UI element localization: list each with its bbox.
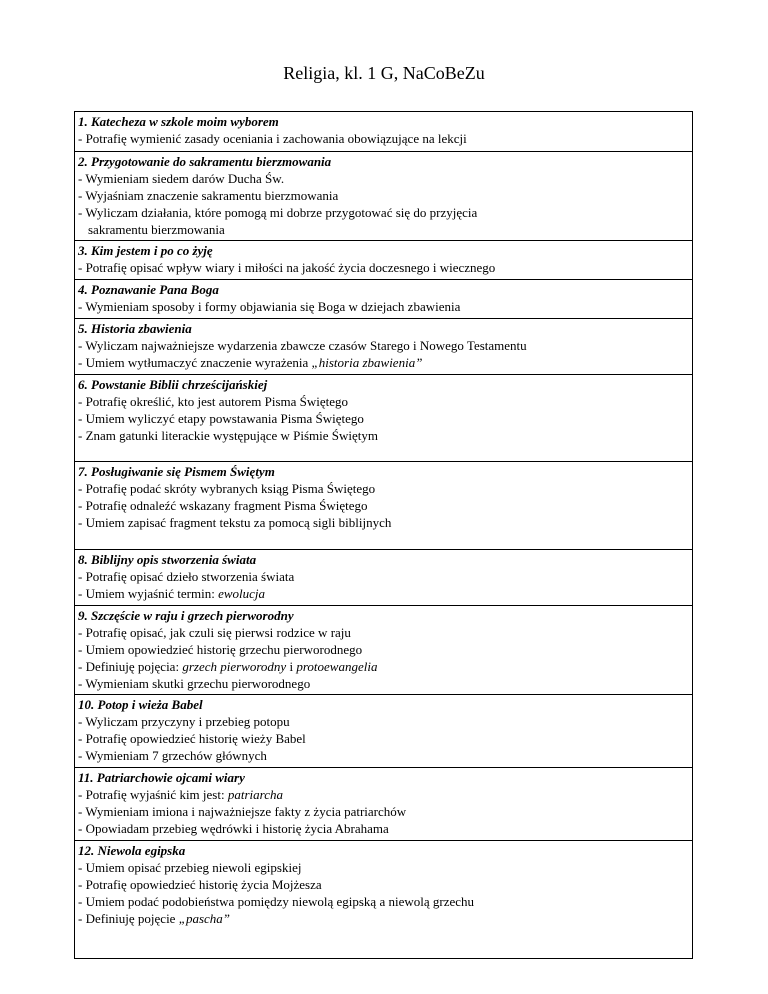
section-row: [75, 280, 693, 319]
section-cell: [75, 112, 693, 152]
emphasized-term: protoewangelia: [296, 659, 378, 674]
section-row: [75, 241, 693, 280]
section-row: [75, 768, 693, 841]
section-line: [78, 820, 689, 837]
section-title: 6. Powstanie Biblii chrześcijańskiej: [78, 377, 268, 392]
section-line: [78, 585, 689, 602]
line-text: - Potrafię opowiedzieć historię wieży Babel: [78, 731, 306, 746]
section-line: [78, 910, 689, 927]
section-line: [78, 187, 689, 204]
section-row: [75, 606, 693, 695]
line-text: - Wymieniam skutki grzechu pierworodnego: [78, 676, 311, 691]
section-line: [78, 658, 689, 675]
section-line: [78, 298, 689, 315]
section-title: 10. Potop i wieża Babel: [78, 697, 203, 712]
line-text: - Wymieniam imiona i najważniejsze fakty z życia patriarchów: [78, 804, 407, 819]
section-title: 9. Szczęście w raju i grzech pierworodny: [78, 608, 294, 623]
line-text: - Potrafię podać skróty wybranych ksiąg Pisma Świętego: [78, 481, 376, 496]
section-line: [78, 427, 689, 444]
section-title: 8. Biblijny opis stworzenia świata: [78, 552, 257, 567]
section-cell: [75, 280, 693, 319]
section-line: [78, 480, 689, 497]
emphasized-term: „historia zbawienia”: [311, 355, 423, 370]
section-title: 12. Niewola egipska: [78, 843, 186, 858]
section-row: [75, 550, 693, 606]
line-text: - Wymieniam sposoby i formy objawiania się Boga w dziejach zbawienia: [78, 299, 461, 314]
section-line: [78, 786, 689, 803]
section-line: [78, 259, 689, 276]
section-line: [78, 497, 689, 514]
line-text: - Umiem wytłumaczyć znaczenie wyrażenia: [78, 355, 312, 370]
section-line: [78, 514, 689, 531]
section-title: 2. Przygotowanie do sakramentu bierzmowania: [78, 154, 332, 169]
line-text: - Wyliczam działania, które pomogą mi dobrze przygotować się do przyjęcia: [78, 205, 478, 220]
line-text: - Potrafię odnaleźć wskazany fragment Pisma Świętego: [78, 498, 368, 513]
section-line: [78, 876, 689, 893]
section-title: 7. Posługiwanie się Pismem Świętym: [78, 464, 275, 479]
line-text: - Umiem podać podobieństwa pomiędzy niewolą egipską a niewolą grzechu: [78, 894, 475, 909]
section-row: [75, 375, 693, 462]
section-title: 3. Kim jestem i po co żyję: [78, 243, 213, 258]
line-text: - Wymieniam siedem darów Ducha Św.: [78, 171, 285, 186]
emphasized-term: patriarcha: [227, 787, 283, 802]
line-text: - Potrafię określić, kto jest autorem Pisma Świętego: [78, 394, 349, 409]
section-cell: [75, 462, 693, 550]
line-text: - Wyliczam najważniejsze wydarzenia zbawcze czasów Starego i Nowego Testamentu: [78, 338, 527, 353]
emphasized-term: grzech pierworodny: [182, 659, 287, 674]
section-row: [75, 695, 693, 768]
line-text: - Potrafię opowiedzieć historię życia Mojżesza: [78, 877, 322, 892]
section-line: [78, 170, 689, 187]
section-line: [78, 221, 689, 238]
section-row: [75, 112, 693, 152]
line-text: - Potrafię wyjaśnić kim jest:: [78, 787, 228, 802]
emphasized-term: ewolucja: [218, 586, 266, 601]
line-text: - Wymieniam 7 grzechów głównych: [78, 748, 267, 763]
emphasized-term: „pascha”: [178, 911, 231, 926]
section-cell: [75, 768, 693, 841]
section-line: [78, 713, 689, 730]
section-title: 1. Katecheza w szkole moim wyborem: [78, 114, 279, 129]
section-line: [78, 337, 689, 354]
line-text: - Umiem opisać przebieg niewoli egipskiej: [78, 860, 302, 875]
section-line: [78, 730, 689, 747]
line-text: i: [286, 659, 297, 674]
line-text: - Definiuję pojęcia:: [78, 659, 183, 674]
section-row: [75, 152, 693, 241]
section-cell: [75, 606, 693, 695]
line-text: sakramentu bierzmowania: [88, 222, 225, 237]
section-title: 5. Historia zbawienia: [78, 321, 192, 336]
line-text: - Umiem zapisać fragment tekstu za pomocą sigli biblijnych: [78, 515, 392, 530]
line-text: - Umiem opowiedzieć historię grzechu pierworodnego: [78, 642, 363, 657]
section-line: [78, 568, 689, 585]
section-line: [78, 624, 689, 641]
line-text: - Potrafię opisać dzieło stworzenia świata: [78, 569, 295, 584]
section-line: [78, 893, 689, 910]
line-text: - Wyjaśniam znaczenie sakramentu bierzmowania: [78, 188, 339, 203]
section-line: [78, 675, 689, 692]
section-line: [78, 803, 689, 820]
page-title: Religia, kl. 1 G, NaCoBeZu: [283, 63, 485, 83]
section-cell: [75, 695, 693, 768]
section-cell: [75, 152, 693, 241]
section-row: [75, 319, 693, 375]
section-title: 4. Poznawanie Pana Boga: [78, 282, 219, 297]
section-cell: [75, 550, 693, 606]
section-line: [78, 354, 689, 371]
line-text: - Znam gatunki literackie występujące w Piśmie Świętym: [78, 428, 379, 443]
section-line: [78, 410, 689, 427]
section-cell: [75, 241, 693, 280]
line-text: - Opowiadam przebieg wędrówki i historię życia Abrahama: [78, 821, 389, 836]
section-cell: [75, 319, 693, 375]
section-row: [75, 841, 693, 959]
section-line: [78, 859, 689, 876]
section-line: [78, 204, 689, 221]
line-text: - Wyliczam przyczyny i przebieg potopu: [78, 714, 290, 729]
requirements-table-body: [75, 112, 693, 959]
requirements-table: [74, 111, 693, 959]
section-cell: [75, 841, 693, 959]
line-text: - Potrafię opisać wpływ wiary i miłości na jakość życia doczesnego i wiecznego: [78, 260, 496, 275]
line-text: - Umiem wyliczyć etapy powstawania Pisma Świętego: [78, 411, 364, 426]
section-title: 11. Patriarchowie ojcami wiary: [78, 770, 245, 785]
section-line: [78, 393, 689, 410]
section-cell: [75, 375, 693, 462]
line-text: - Potrafię wymienić zasady oceniania i zachowania obowiązujące na lekcji: [78, 131, 467, 146]
line-text: - Umiem wyjaśnić termin:: [78, 586, 219, 601]
section-line: [78, 747, 689, 764]
line-text: - Definiuję pojęcie: [78, 911, 179, 926]
line-text: - Potrafię opisać, jak czuli się pierwsi rodzice w raju: [78, 625, 351, 640]
section-row: [75, 462, 693, 550]
section-line: [78, 641, 689, 658]
section-line: [78, 130, 689, 147]
